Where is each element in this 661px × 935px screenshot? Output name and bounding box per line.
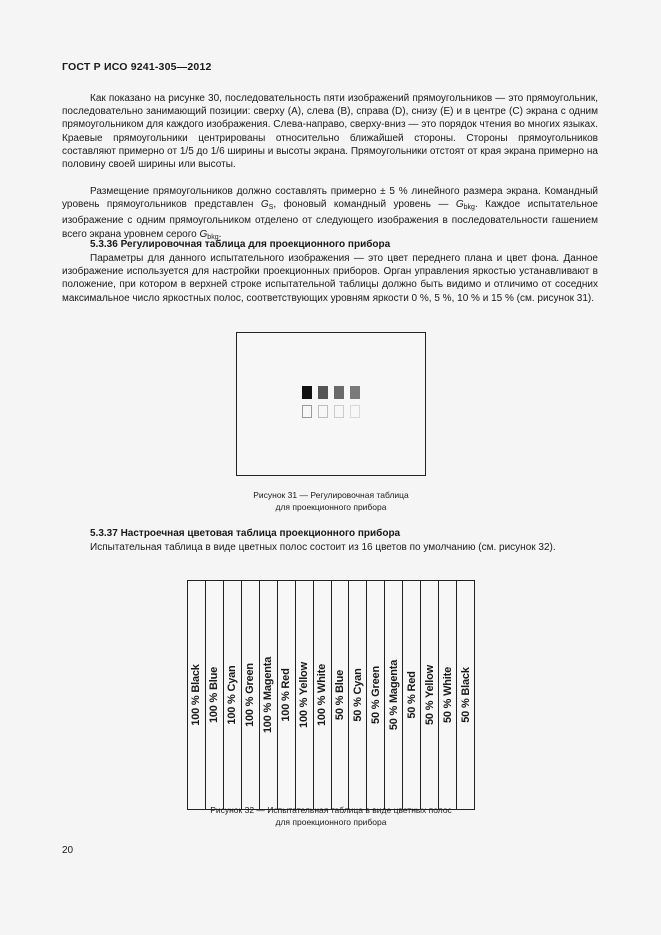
color-bar-label: 50 % Red xyxy=(405,671,418,719)
paragraph-text-2 xyxy=(62,185,598,244)
figure-31-adjustment-chart xyxy=(236,332,426,476)
text-part: , фоновый командный уровень — xyxy=(273,199,456,211)
paragraph-text-3: Параметры для данного испытательного изображения — это цвет переднего плана и цвет фона. Данное изображение используется для настройки проекционных приборов. Орган управления яркостью устанавливают в положение, при котором в верхней строке испытательной таблицы должно быть видимо и отличимо от соседних максимальное число яркостных полос, соответствующих уровням яркости 0 %, 5 %, 10 % и 15 % (см. рисунок 31). xyxy=(62,253,598,304)
paragraph-rectangles xyxy=(62,92,598,171)
caption-line: для проекционного прибора xyxy=(275,817,387,827)
document-header: ГОСТ Р ИСО 9241-305—2012 xyxy=(62,61,212,73)
color-bar xyxy=(224,581,242,809)
color-bar-label: 100 % Blue xyxy=(208,666,221,724)
color-bar-label: 100 % Green xyxy=(244,663,257,727)
figure-32-color-bar-chart xyxy=(187,580,475,810)
color-bar-label: 100 % Black xyxy=(190,664,203,726)
caption-line: для проекционного прибора xyxy=(275,502,387,512)
color-bar xyxy=(349,581,367,809)
color-bar xyxy=(439,581,457,809)
color-bar xyxy=(457,581,474,809)
caption-line: Рисунок 32 — Испытательная таблица в виде цветных полос xyxy=(210,805,452,815)
text-part: . xyxy=(218,228,222,240)
page-number: 20 xyxy=(62,845,74,856)
color-bar-label: 100 % Yellow xyxy=(298,662,311,728)
paragraph-text: Как показано на рисунке 30, последовательность пяти изображений прямоугольников — это прямоугольник, последовательно занимающий позиции: сверху (A), слева (B), справа (D), снизу (E) и в центре (C) экрана с одним прямоугольником для каждого изображения. Слева-направо, сверху-вниз — это порядок чтения во многих языках. Краевые прямоугольники центрированы относительно ближайшей стороны. Стороны прямоугольников составляют примерно от 1/5 до 1/6 ширины и высоты экрана. Прямоугольники отстоят от края экрана примерно на половину своей ширины или высоты. xyxy=(62,93,598,171)
color-bar-label: 100 % Magenta xyxy=(262,656,275,734)
brightness-square-top xyxy=(302,386,312,399)
subscript-bkg: bkg xyxy=(207,233,219,241)
symbol-g: G xyxy=(199,228,208,240)
text-part: Размещение прямоугольников должно составлять примерно ± 5 % линейного размера экрана. Командный уровень прямоугольников представлен xyxy=(62,186,598,211)
figure-32-caption xyxy=(150,804,512,828)
color-bar xyxy=(332,581,350,809)
color-bar xyxy=(206,581,224,809)
brightness-square-bottom xyxy=(334,405,344,418)
color-bar-label: 50 % Blue xyxy=(333,669,346,721)
caption-line: Рисунок 31 — Регулировочная таблица xyxy=(253,490,409,500)
color-bar xyxy=(278,581,296,809)
subscript-bkg: bkg xyxy=(463,204,475,212)
color-bar xyxy=(242,581,260,809)
symbol-g: G xyxy=(455,199,464,211)
brightness-square-top xyxy=(350,386,360,399)
color-bar-label: 50 % Yellow xyxy=(423,665,436,725)
color-bar xyxy=(314,581,332,809)
color-bar-label: 100 % Red xyxy=(280,668,293,722)
paragraph-placement xyxy=(62,185,598,244)
subscript-s: S xyxy=(268,204,274,212)
color-bar-label: 50 % Green xyxy=(369,666,382,724)
color-bar-label: 50 % Black xyxy=(459,667,472,723)
color-bar xyxy=(296,581,314,809)
paragraph-text-4: Испытательная таблица в виде цветных полос состоит из 16 цветов по умолчанию (см. рисунок 32). xyxy=(90,542,556,553)
color-bar-label: 50 % Cyan xyxy=(351,668,364,722)
color-bar xyxy=(367,581,385,809)
color-bar-label: 100 % Cyan xyxy=(226,665,239,725)
color-bar xyxy=(403,581,421,809)
color-bar xyxy=(421,581,439,809)
section-heading-5-3-36: 5.3.36 Регулировочная таблица для проекционного прибора xyxy=(90,239,391,250)
color-bar-label: 100 % White xyxy=(316,664,329,726)
color-bar-label: 50 % Magenta xyxy=(387,659,400,731)
brightness-square-bottom xyxy=(318,405,328,418)
symbol-g: G xyxy=(260,199,269,211)
brightness-square-top xyxy=(334,386,344,399)
figure-31-caption xyxy=(206,489,456,513)
brightness-square-bottom xyxy=(350,405,360,418)
section-heading-5-3-37: 5.3.37 Настроечная цветовая таблица проекционного прибора xyxy=(90,528,401,539)
brightness-square-top xyxy=(318,386,328,399)
color-bar xyxy=(260,581,278,809)
paragraph-projector-adjust xyxy=(62,252,598,305)
paragraph-color-bars xyxy=(62,541,598,554)
color-bar xyxy=(385,581,403,809)
brightness-square-bottom xyxy=(302,405,312,418)
text-part: . Каждое испытательное изображение с одним прямоугольником отделено от следующего изображения в последовательности гашением всего экрана уровнем серого xyxy=(62,199,598,240)
color-bar-label: 50 % White xyxy=(441,666,454,724)
color-bar xyxy=(188,581,206,809)
